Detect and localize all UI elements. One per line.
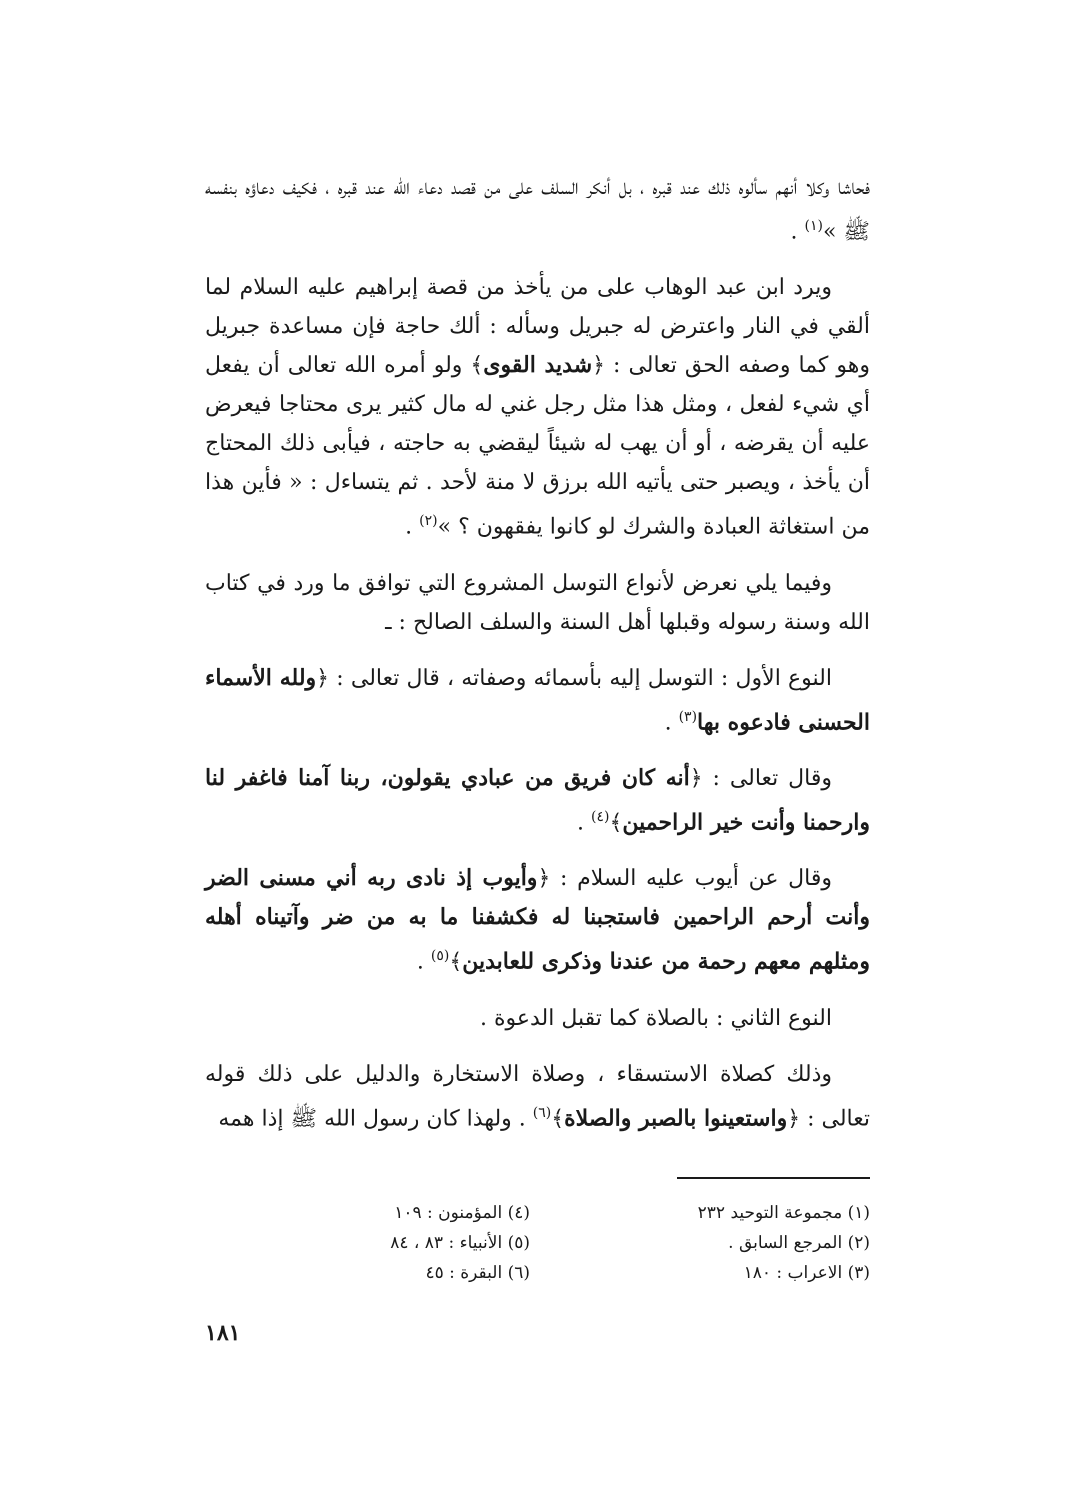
paragraph-5-end: . — [577, 810, 592, 836]
paragraph-6-text: وقال عن أيوب عليه السلام : ﴿ — [537, 866, 832, 892]
footnote-divider — [677, 1177, 870, 1179]
paragraph-2-end: . — [405, 514, 420, 540]
paragraph-1-end: . — [790, 219, 805, 245]
quran-quote: وأيوب إذ نادى ربه أني مسنى الضر وأنت أرحم الراحمين فاستجبنا له فكشفنا ما به من ضر وآتيناه أهله ومثلهم معهم رحمة من عندنا وذكرى للعابدين — [205, 865, 870, 975]
paragraph-3 — [205, 564, 870, 642]
body-text — [205, 168, 870, 1138]
footnote-5: (٥) الأنبياء : ٨٣ ، ٨٤ — [390, 1233, 530, 1253]
paragraph-8-bracket: ﴾ — [551, 1105, 565, 1131]
paragraph-8-text: وذلك كصلاة الاستسقاء ، وصلاة الاستخارة والدليل على ذلك قوله تعالى : ﴿ — [205, 1061, 870, 1131]
quran-quote: واستعينوا بالصبر والصلاة — [564, 1104, 788, 1131]
footnote-ref-4: (٤) — [591, 808, 610, 825]
paragraph-3-text: وفيما يلي نعرض لأنواع التوسل المشروع التي توافق ما ورد في كتاب الله وسنة رسوله وقبلها أهل السنة والسلف الصالح : ـ — [205, 570, 870, 635]
paragraph-4 — [205, 659, 870, 742]
footnote-1: (١) مجموعة التوحيد ٢٣٢ — [697, 1203, 870, 1223]
footnote-3: (٣) الاعراب : ١٨٠ — [743, 1263, 870, 1283]
paragraph-1-text: فحاشا وكلا أنهم سألوه ذلك عند قبره ، بل أنكر السلف على من قصد دعاء الله عند قبره ، فكيف دعاؤه بنفسه ﷺ » — [205, 175, 870, 245]
paragraph-7 — [205, 999, 870, 1038]
footnote-ref-1: (١) — [804, 218, 823, 234]
paragraph-2-text: ويرد ابن عبد الوهاب على من يأخذ من قصة إبراهيم عليه السلام لما ألقي في النار واعترض له جبريل وسأله : ألك حاجة فإن مساعدة جبريل وهو كما وصفه الحق تعالى : ﴿ — [205, 275, 870, 379]
paragraph-1 — [205, 168, 870, 251]
footnote-ref-2: (٢) — [419, 513, 438, 530]
footnote-ref-6: (٦) — [532, 1104, 552, 1121]
footnote-2: (٢) المرجع السابق . — [728, 1233, 870, 1253]
paragraph-4-end: . — [664, 709, 679, 735]
paragraph-6-bracket: ﴾ — [449, 949, 463, 975]
footnotes-left-column — [330, 1198, 530, 1288]
paragraph-2-text-2: ﴾ ولو أمره الله تعالى أن يفعل أي شيء لفعل ، ومثل هذا مثل رجل غني له مال كثير يرى محتاجا فيعرض عليه أن يقرضه ، أو أن يهب له شيئاً ليقضي به حاجته ، فيأبى ذلك المحتاج أن يأخذ ، ويصبر حتى يأتيه الله برزق لا منة لأحد . ثم يتساءل : « فأين هذا من استغاثة العبادة والشرك لو كانوا يفقهون ؟ » — [205, 353, 870, 540]
paragraph-8 — [205, 1055, 870, 1138]
paragraph-7-text: النوع الثاني : بالصلاة كما تقبل الدعوة . — [479, 1005, 832, 1031]
paragraph-6 — [205, 859, 870, 981]
quran-quote: شديد القوى — [483, 352, 593, 379]
footnote-4: (٤) المؤمنون : ١٠٩ — [394, 1203, 530, 1223]
quran-quote: ولله الأسماء الحسنى فادعوه بها — [205, 664, 870, 735]
footnote-ref-5: (٥) — [430, 948, 450, 965]
paragraph-5-text: وقال تعالى : ﴿ — [689, 765, 833, 791]
paragraph-5 — [205, 759, 870, 842]
page-number: ١٨١ — [205, 1320, 241, 1346]
paragraph-8-end: . ولهذا كان رسول الله ﷺ إذا همه — [218, 1105, 533, 1131]
quran-quote: أنه كان فريق من عبادي يقولون، ربنا آمنا فاغفر لنا وارحمنا وأنت خير الراحمين — [205, 764, 870, 836]
paragraph-2 — [205, 268, 870, 546]
paragraph-6-end: . — [416, 949, 431, 975]
footnote-6: (٦) البقرة : ٤٥ — [425, 1263, 530, 1283]
paragraph-5-bracket: ﴾ — [609, 810, 623, 836]
footnotes-right-column — [640, 1198, 870, 1288]
footnote-ref-3: (٣) — [678, 708, 698, 725]
paragraph-4-text: النوع الأول : التوسل إليه بأسمائه وصفاته ، قال تعالى : ﴿ — [316, 665, 832, 691]
